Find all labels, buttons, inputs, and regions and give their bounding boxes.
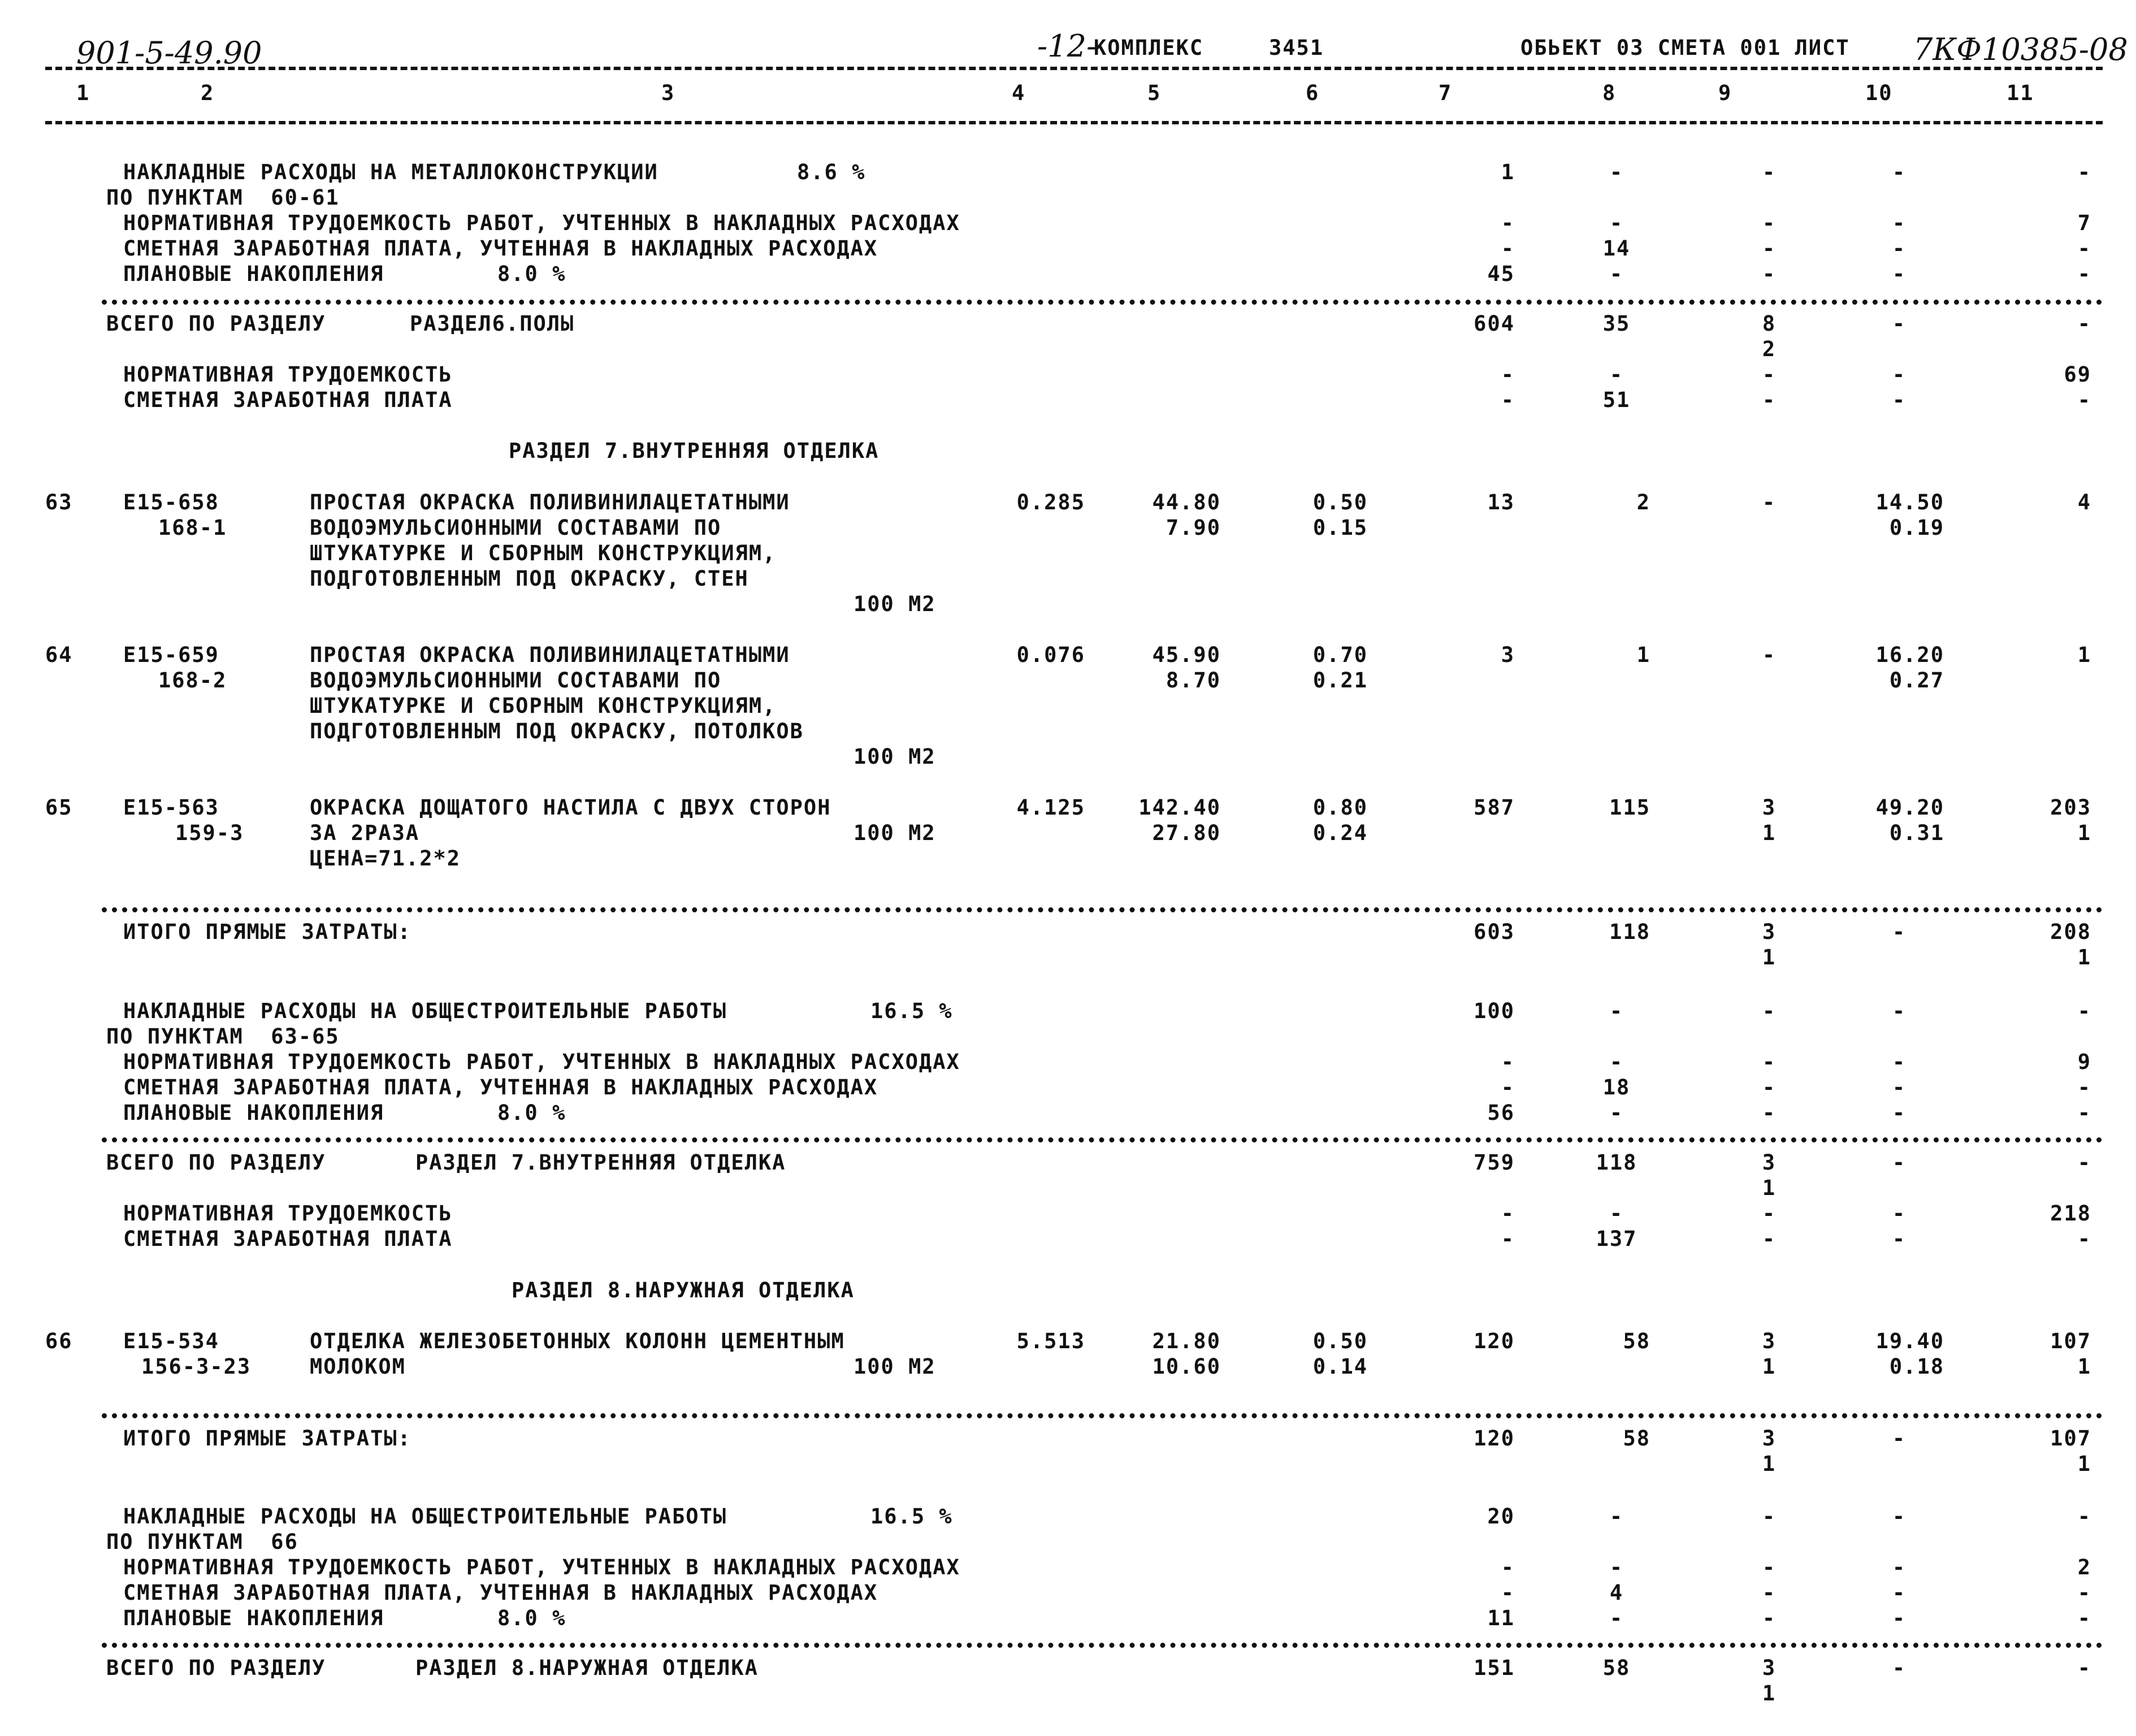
col-num-7: 7 <box>1439 81 1453 105</box>
cell-c11: 107 <box>2050 1329 2091 1353</box>
cell-c7: - <box>1501 388 1515 412</box>
item-description-line: ОКРАСКА ДОЩАТОГО НАСТИЛА С ДВУХ СТОРОН <box>310 795 831 820</box>
cell-c11: 4 <box>2077 490 2091 514</box>
cell-c8: 35 <box>1602 311 1631 336</box>
cell-c7: 120 <box>1474 1426 1515 1451</box>
cell-c10: - <box>1892 236 1907 261</box>
cell-c9: - <box>1762 1227 1777 1251</box>
cell-c7: - <box>1501 362 1515 387</box>
overhead-percent: 16.5 % <box>870 999 953 1023</box>
item-description-line: ПРОСТАЯ ОКРАСКА ПОЛИВИНИЛАЦЕТАТНЫМИ <box>310 643 790 667</box>
cell-c7: 3 <box>1501 643 1515 667</box>
cell-c7: 603 <box>1474 920 1515 944</box>
cell-c7: 20 <box>1487 1504 1515 1529</box>
cell-c8: - <box>1609 211 1624 235</box>
cell-c9: - <box>1762 490 1777 514</box>
cell-c8: - <box>1609 262 1624 286</box>
cell-c10: - <box>1892 1581 1907 1605</box>
cell-c6: 0.50 <box>1312 1329 1368 1353</box>
cell-c9: - <box>1762 1581 1777 1605</box>
item-description-line: ПРОСТАЯ ОКРАСКА ПОЛИВИНИЛАЦЕТАТНЫМИ <box>310 490 790 514</box>
cell-c10: - <box>1892 362 1907 387</box>
cell-c6-second: 0.21 <box>1312 668 1368 692</box>
cell-c11: - <box>2077 160 2091 184</box>
cell-c11: 203 <box>2050 795 2091 820</box>
overhead-savings-percent: 8.0 % <box>497 1606 566 1630</box>
cell-c9: 3 <box>1762 920 1777 944</box>
item-reference: 156-3-23 <box>141 1354 252 1379</box>
cell-c10: - <box>1892 311 1907 336</box>
item-reference: 168-1 <box>158 516 227 540</box>
cell-c11: 218 <box>2050 1201 2091 1226</box>
col-num-9: 9 <box>1718 81 1732 105</box>
item-description-line: ВОДОЭМУЛЬСИОННЫМИ СОСТАВАМИ ПО <box>310 668 722 692</box>
cell-c11: - <box>2077 1075 2091 1099</box>
total-label: ВСЕГО ПО РАЗДЕЛУ <box>106 1656 326 1680</box>
cell-c11: - <box>2077 236 2091 261</box>
cell-c7: 100 <box>1474 999 1515 1023</box>
estimated-wages-label: СМЕТНАЯ ЗАРАБОТНАЯ ПЛАТА <box>123 1227 453 1251</box>
overhead-title: НАКЛАДНЫЕ РАСХОДЫ НА МЕТАЛЛОКОНСТРУКЦИИ <box>123 160 658 184</box>
complex-number: 3451 <box>1269 36 1324 60</box>
cell-c8: 58 <box>1623 1426 1650 1451</box>
cell-c11: 7 <box>2077 211 2091 235</box>
cell-c10: - <box>1892 262 1907 286</box>
cell-c8: 1 <box>1636 643 1650 667</box>
cell-c11: - <box>2077 388 2091 412</box>
cell-c8: 14 <box>1602 236 1631 261</box>
cell-c5: 44.80 <box>1152 490 1221 514</box>
handwritten-code: 901-5-49.90 <box>76 35 262 71</box>
overhead-percent: 8.6 % <box>797 160 866 184</box>
cell-c8: - <box>1609 1504 1624 1529</box>
normative-labor-label: НОРМАТИВНАЯ ТРУДОЕМКОСТЬ <box>123 1201 453 1226</box>
cell-c7: - <box>1501 1050 1515 1074</box>
section-heading: РАЗДЕЛ 8.НАРУЖНАЯ ОТДЕЛКА <box>512 1278 855 1302</box>
total-section-name: РАЗДЕЛ 7.ВНУТРЕННЯЯ ОТДЕЛКА <box>415 1150 786 1175</box>
cell-c6-second: 0.14 <box>1312 1354 1368 1379</box>
overhead-wages: СМЕТНАЯ ЗАРАБОТНАЯ ПЛАТА, УЧТЕННАЯ В НАКЛАДНЫХ РАСХОДАХ <box>123 1581 878 1605</box>
cell-c4: 0.076 <box>1016 643 1085 667</box>
total-label: ВСЕГО ПО РАЗДЕЛУ <box>106 311 326 336</box>
cell-c8: 58 <box>1602 1656 1631 1680</box>
cell-c8: 58 <box>1623 1329 1650 1353</box>
cell-c10: - <box>1892 1504 1907 1529</box>
overhead-title: НАКЛАДНЫЕ РАСХОДЫ НА ОБЩЕСТРОИТЕЛЬНЫЕ РАБОТЫ <box>123 1504 727 1529</box>
cell-c7: - <box>1501 1581 1515 1605</box>
cell-c11: 107 <box>2050 1426 2091 1451</box>
cell-c7: 11 <box>1487 1606 1515 1630</box>
overhead-title: НАКЛАДНЫЕ РАСХОДЫ НА ОБЩЕСТРОИТЕЛЬНЫЕ РАБОТЫ <box>123 999 727 1023</box>
cell-c5: 142.40 <box>1138 795 1221 820</box>
cell-c7: - <box>1501 1201 1515 1226</box>
col-num-6: 6 <box>1306 81 1320 105</box>
item-description-line: ПОДГОТОВЛЕННЫМ ПОД ОКРАСКУ, ПОТОЛКОВ <box>310 719 804 743</box>
complex-label: КОМПЛЕКС <box>1094 36 1204 60</box>
cell-c11: - <box>2077 1606 2091 1630</box>
cell-c9: 3 <box>1762 1150 1777 1175</box>
cell-c9: - <box>1762 1606 1777 1630</box>
col-num-1: 1 <box>76 81 90 105</box>
cell-c10: - <box>1892 160 1907 184</box>
cell-c11: - <box>2077 1227 2091 1251</box>
col-num-2: 2 <box>201 81 215 105</box>
cell-c7: - <box>1501 211 1515 235</box>
cell-c4: 0.285 <box>1016 490 1085 514</box>
cell-c9: - <box>1762 362 1777 387</box>
cell-c10-second: 0.19 <box>1889 516 1944 540</box>
direct-costs-label: ИТОГО ПРЯМЫЕ ЗАТРАТЫ: <box>123 920 411 944</box>
cell-c7: 759 <box>1474 1150 1515 1175</box>
cell-c8: - <box>1609 1201 1624 1226</box>
cell-c8: - <box>1609 999 1624 1023</box>
col-num-11: 11 <box>2007 81 2034 105</box>
cell-c10: - <box>1892 1201 1907 1226</box>
item-code: E15-534 <box>123 1329 219 1353</box>
cell-c8: - <box>1609 160 1624 184</box>
cell-c7: 151 <box>1474 1656 1515 1680</box>
overhead-items: ПО ПУНКТАМ 63-65 <box>106 1024 340 1049</box>
cell-c9: - <box>1762 643 1777 667</box>
col-num-10: 10 <box>1865 81 1893 105</box>
cell-c9-second: 1 <box>1762 821 1777 845</box>
cell-c10-second: 0.18 <box>1889 1354 1944 1379</box>
handwritten-page-number: -12- <box>1037 28 1097 64</box>
overhead-savings: ПЛАНОВЫЕ НАКОПЛЕНИЯ <box>123 1101 384 1125</box>
item-reference: 159-3 <box>175 821 244 845</box>
cell-c9: - <box>1762 388 1777 412</box>
item-unit: 100 М2 <box>853 1354 936 1379</box>
cell-c8: 118 <box>1609 920 1650 944</box>
cell-c10: - <box>1892 1050 1907 1074</box>
item-number: 65 <box>45 795 73 820</box>
cell-c9: - <box>1762 211 1777 235</box>
normative-labor-label: НОРМАТИВНАЯ ТРУДОЕМКОСТЬ <box>123 362 453 387</box>
item-description-line: ШТУКАТУРКЕ И СБОРНЫМ КОНСТРУКЦИЯМ, <box>310 541 777 565</box>
cell-c11: - <box>2077 1504 2091 1529</box>
cell-c10: - <box>1892 1075 1907 1099</box>
item-reference: 168-2 <box>158 668 227 692</box>
cell-c5: 45.90 <box>1152 643 1221 667</box>
cell-c9: - <box>1762 1050 1777 1074</box>
cell-c8: 4 <box>1609 1581 1624 1605</box>
section-heading: РАЗДЕЛ 7.ВНУТРЕННЯЯ ОТДЕЛКА <box>509 439 879 463</box>
item-unit: 100 М2 <box>853 592 936 616</box>
cell-c11: - <box>2077 262 2091 286</box>
cell-c9-second: 1 <box>1762 1452 1777 1476</box>
cell-c7: - <box>1501 1555 1515 1579</box>
cell-c8: 2 <box>1636 490 1650 514</box>
total-label: ВСЕГО ПО РАЗДЕЛУ <box>106 1150 326 1175</box>
item-code: E15-658 <box>123 490 219 514</box>
cell-c10: - <box>1892 920 1907 944</box>
dotted-separator <box>102 1413 2103 1418</box>
cell-c6: 0.70 <box>1312 643 1368 667</box>
overhead-labor: НОРМАТИВНАЯ ТРУДОЕМКОСТЬ РАБОТ, УЧТЕННЫХ В НАКЛАДНЫХ РАСХОДАХ <box>123 1555 960 1579</box>
cell-c10: 16.20 <box>1875 643 1944 667</box>
cell-c11: 9 <box>2077 1050 2091 1074</box>
cell-c11: 2 <box>2077 1555 2091 1579</box>
overhead-savings: ПЛАНОВЫЕ НАКОПЛЕНИЯ <box>123 1606 384 1630</box>
item-description-line: МОЛОКОМ <box>310 1354 406 1379</box>
cell-c6-second: 0.15 <box>1312 516 1368 540</box>
cell-c9: 3 <box>1762 1426 1777 1451</box>
item-code: E15-563 <box>123 795 219 820</box>
overhead-savings-percent: 8.0 % <box>497 1101 566 1125</box>
cell-c11-second: 1 <box>2077 1452 2091 1476</box>
item-number: 64 <box>45 643 73 667</box>
object-info: ОБЬЕКТ 03 СМЕТА 001 ЛИСТ <box>1520 36 1850 60</box>
cell-c6: 0.50 <box>1312 490 1368 514</box>
cell-c11-second: 1 <box>2077 821 2091 845</box>
header-rule-top <box>45 67 2103 70</box>
cell-c11: 1 <box>2077 643 2091 667</box>
cell-c10: - <box>1892 999 1907 1023</box>
cell-c11: - <box>2077 1656 2091 1680</box>
item-description-line: ЦЕНА=71.2*2 <box>310 846 461 871</box>
cell-c9: - <box>1762 1101 1777 1125</box>
cell-c11-second: 1 <box>2077 1354 2091 1379</box>
item-description-line: ПОДГОТОВЛЕННЫМ ПОД ОКРАСКУ, СТЕН <box>310 566 749 591</box>
cell-c10: - <box>1892 1656 1907 1680</box>
cell-c8: 115 <box>1609 795 1650 820</box>
cell-c9: 8 <box>1762 311 1777 336</box>
cell-c8: 118 <box>1596 1150 1637 1175</box>
item-description-line: ШТУКАТУРКЕ И СБОРНЫМ КОНСТРУКЦИЯМ, <box>310 694 777 718</box>
cell-c11: - <box>2077 1581 2091 1605</box>
cell-c10: - <box>1892 1227 1907 1251</box>
cell-c11: 69 <box>2064 362 2091 387</box>
cell-c10: - <box>1892 1555 1907 1579</box>
direct-costs-label: ИТОГО ПРЯМЫЕ ЗАТРАТЫ: <box>123 1426 411 1451</box>
overhead-items: ПО ПУНКТАМ 60-61 <box>106 185 340 210</box>
cell-c9: 3 <box>1762 1329 1777 1353</box>
overhead-savings-percent: 8.0 % <box>497 262 566 286</box>
header-rule-bottom <box>45 121 2103 124</box>
overhead-labor: НОРМАТИВНАЯ ТРУДОЕМКОСТЬ РАБОТ, УЧТЕННЫХ В НАКЛАДНЫХ РАСХОДАХ <box>123 211 960 235</box>
overhead-labor: НОРМАТИВНАЯ ТРУДОЕМКОСТЬ РАБОТ, УЧТЕННЫХ В НАКЛАДНЫХ РАСХОДАХ <box>123 1050 960 1074</box>
cell-c8: 18 <box>1602 1075 1631 1099</box>
cell-c5-second: 27.80 <box>1152 821 1221 845</box>
item-description-line: ВОДОЭМУЛЬСИОННЫМИ СОСТАВАМИ ПО <box>310 516 722 540</box>
col-num-3: 3 <box>661 81 675 105</box>
cell-c7: - <box>1501 236 1515 261</box>
cell-c10: - <box>1892 1426 1907 1451</box>
cell-c9-second: 1 <box>1762 1681 1777 1705</box>
cell-c10-second: 0.27 <box>1889 668 1944 692</box>
cell-c6: 0.80 <box>1312 795 1368 820</box>
cell-c11: - <box>2077 999 2091 1023</box>
cell-c7: 120 <box>1474 1329 1515 1353</box>
total-section-name: РАЗДЕЛ6.ПОЛЫ <box>410 311 575 336</box>
cell-c10: 19.40 <box>1875 1329 1944 1353</box>
col-num-4: 4 <box>1012 81 1026 105</box>
cell-c8: - <box>1609 1555 1624 1579</box>
overhead-savings: ПЛАНОВЫЕ НАКОПЛЕНИЯ <box>123 262 384 286</box>
cell-c5-second: 7.90 <box>1166 516 1221 540</box>
cell-c4: 4.125 <box>1016 795 1085 820</box>
cell-c9: 3 <box>1762 1656 1777 1680</box>
cell-c8: - <box>1609 362 1624 387</box>
cell-c11: - <box>2077 1150 2091 1175</box>
handwritten-sheet-number: 7КФ10385-08 <box>1913 32 2128 67</box>
cell-c9: - <box>1762 262 1777 286</box>
cell-c10: - <box>1892 1606 1907 1630</box>
cell-c10-second: 0.31 <box>1889 821 1944 845</box>
item-description-line: ЗА 2РАЗА <box>310 821 420 845</box>
cell-c7: 587 <box>1474 795 1515 820</box>
cell-c9: - <box>1762 236 1777 261</box>
cell-c10: - <box>1892 1101 1907 1125</box>
cell-c7: 56 <box>1487 1101 1515 1125</box>
cell-c9: - <box>1762 999 1777 1023</box>
cell-c11-second: 1 <box>2077 945 2091 969</box>
cell-c9: - <box>1762 1201 1777 1226</box>
dotted-separator <box>102 1137 2103 1142</box>
col-num-5: 5 <box>1147 81 1162 105</box>
cell-c9: - <box>1762 160 1777 184</box>
cell-c11: - <box>2077 311 2091 336</box>
cell-c6-second: 0.24 <box>1312 821 1368 845</box>
cell-c7: - <box>1501 1227 1515 1251</box>
cell-c7: 1 <box>1501 160 1515 184</box>
cell-c8: - <box>1609 1606 1624 1630</box>
cell-c9: - <box>1762 1555 1777 1579</box>
dotted-separator <box>102 1643 2103 1648</box>
item-unit: 100 М2 <box>853 744 936 769</box>
overhead-wages: СМЕТНАЯ ЗАРАБОТНАЯ ПЛАТА, УЧТЕННАЯ В НАКЛАДНЫХ РАСХОДАХ <box>123 1075 878 1099</box>
cell-c9-second: 1 <box>1762 1176 1777 1200</box>
cell-c11: - <box>2077 1101 2091 1125</box>
cell-c5-second: 10.60 <box>1152 1354 1221 1379</box>
cell-c9-second: 1 <box>1762 1354 1777 1379</box>
cell-c10: - <box>1892 211 1907 235</box>
cell-c9: 3 <box>1762 795 1777 820</box>
estimated-wages-label: СМЕТНАЯ ЗАРАБОТНАЯ ПЛАТА <box>123 388 453 412</box>
cell-c10: 14.50 <box>1875 490 1944 514</box>
col-num-8: 8 <box>1602 81 1617 105</box>
item-code: E15-659 <box>123 643 219 667</box>
cell-c5-second: 8.70 <box>1166 668 1221 692</box>
total-section-name: РАЗДЕЛ 8.НАРУЖНАЯ ОТДЕЛКА <box>415 1656 759 1680</box>
cell-c8: 51 <box>1602 388 1631 412</box>
cell-c9-second: 2 <box>1762 337 1777 361</box>
dotted-separator <box>102 300 2103 305</box>
cell-c5: 21.80 <box>1152 1329 1221 1353</box>
cell-c10: - <box>1892 388 1907 412</box>
cell-c7: - <box>1501 1075 1515 1099</box>
overhead-items: ПО ПУНКТАМ 66 <box>106 1530 298 1554</box>
cell-c8: 137 <box>1596 1227 1637 1251</box>
item-number: 66 <box>45 1329 73 1353</box>
cell-c10: 49.20 <box>1875 795 1944 820</box>
cell-c4: 5.513 <box>1016 1329 1085 1353</box>
cell-c9-second: 1 <box>1762 945 1777 969</box>
cell-c7: 13 <box>1487 490 1515 514</box>
item-description-line: ОТДЕЛКА ЖЕЛЕЗОБЕТОННЫХ КОЛОНН ЦЕМЕНТНЫМ <box>310 1329 845 1353</box>
cell-c9: - <box>1762 1075 1777 1099</box>
overhead-wages: СМЕТНАЯ ЗАРАБОТНАЯ ПЛАТА, УЧТЕННАЯ В НАКЛАДНЫХ РАСХОДАХ <box>123 236 878 261</box>
cell-c11: 208 <box>2050 920 2091 944</box>
dotted-separator <box>102 907 2103 912</box>
cell-c8: - <box>1609 1101 1624 1125</box>
overhead-percent: 16.5 % <box>870 1504 953 1529</box>
item-unit: 100 М2 <box>853 821 936 845</box>
cell-c9: - <box>1762 1504 1777 1529</box>
item-number: 63 <box>45 490 73 514</box>
cell-c8: - <box>1609 1050 1624 1074</box>
cell-c10: - <box>1892 1150 1907 1175</box>
cell-c7: 45 <box>1487 262 1515 286</box>
cell-c7: 604 <box>1474 311 1515 336</box>
